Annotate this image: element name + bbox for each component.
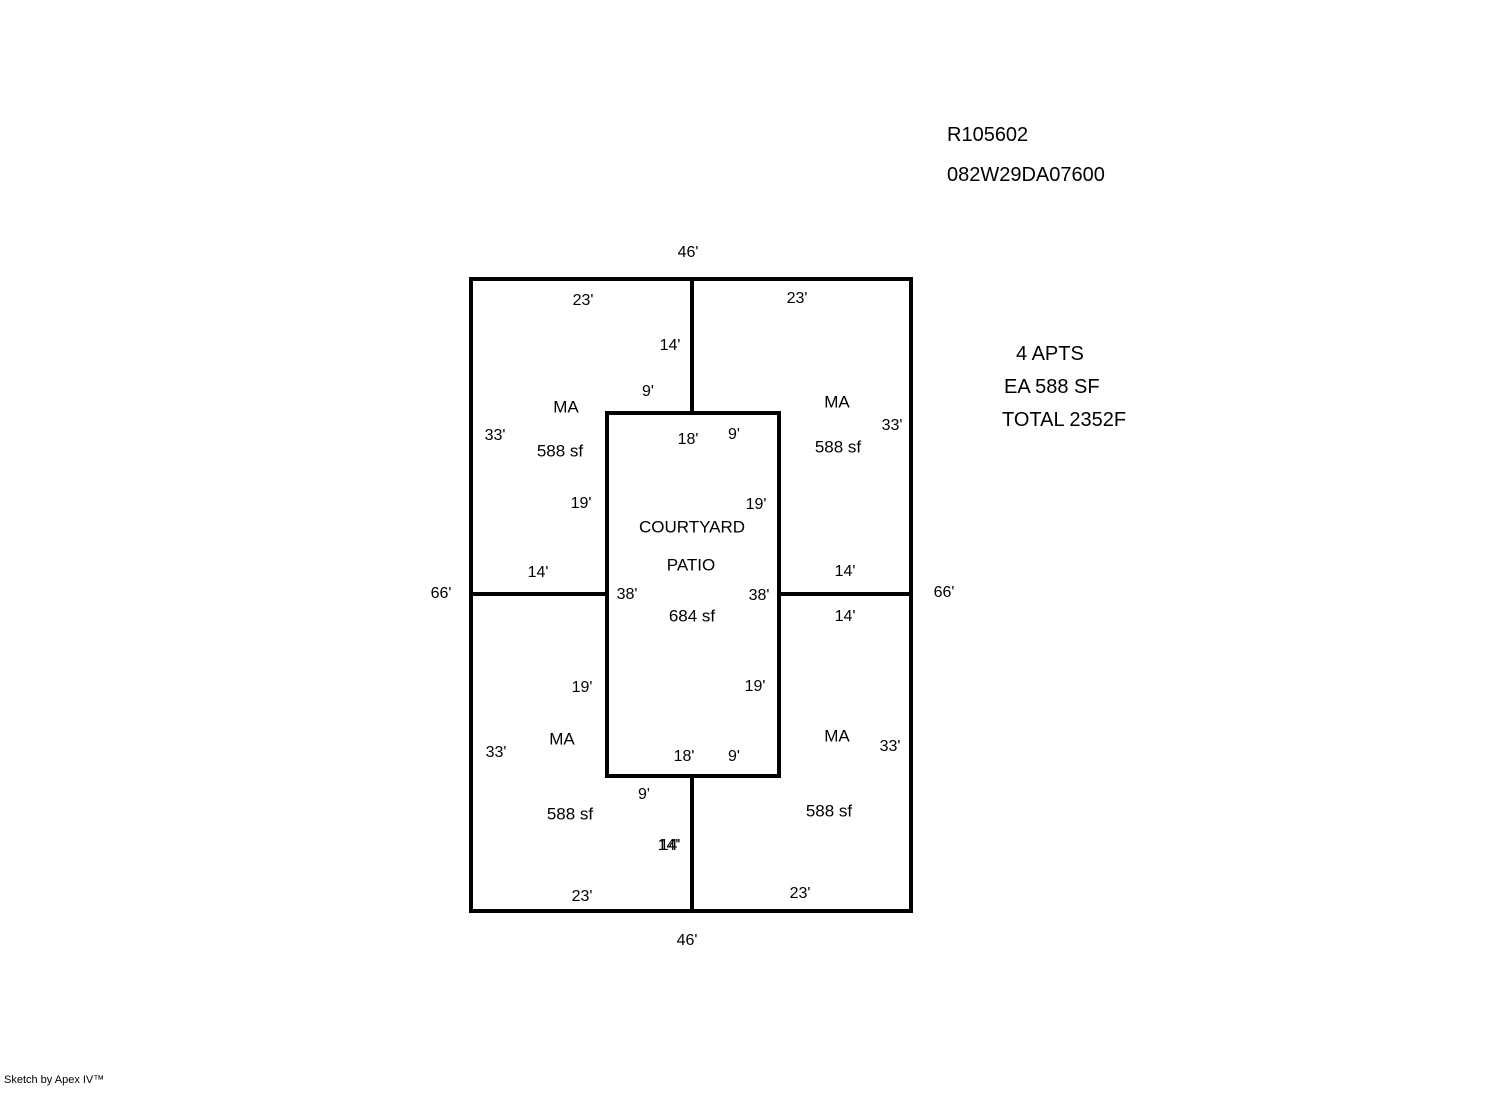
dim-courtyard-top-offset: 9' [642,383,654,400]
dim-bottom-divider: 14' [657,837,679,854]
dim-courtyard-upper-left: 19' [570,495,592,512]
unit1-name: MA [553,397,579,417]
courtyard-area: 684 sf [668,606,716,626]
unit3-name: MA [549,729,575,749]
dim-bottom-width: 46' [676,932,698,949]
dim-top-divider: 14' [659,337,681,354]
dim-right-divider-upper: 14' [834,563,856,580]
dim-courtyard-lower-right: 19' [744,678,766,695]
wall-bottom-divider [690,774,694,913]
dim-courtyard-top: 18' [677,431,699,448]
summary-each-area: EA 588 SF [1004,376,1100,398]
dim-bottom-left-half: 23' [571,888,593,905]
record-number: R105602 [947,124,1029,146]
dim-right-divider-lower: 14' [834,608,856,625]
wall-left-divider [469,592,609,596]
sketch-credit: Sketch by Apex IV™ [4,1074,105,1086]
dim-bottom-right-half: 23' [789,885,811,902]
unit2-area: 588 sf [814,437,862,457]
courtyard-name-line2: PATIO [666,555,716,575]
dim-courtyard-right: 38' [748,587,770,604]
dim-courtyard-bottom: 18' [673,748,695,765]
unit1-area: 588 sf [536,441,584,461]
unit3-area: 588 sf [546,804,594,824]
parcel-number: 082W29DA07600 [947,164,1105,186]
unit4-side-dim: 33' [879,738,901,755]
unit4-area: 588 sf [805,801,853,821]
dim-top-width: 46' [677,244,699,261]
courtyard-name-line1: COURTYARD [638,517,746,537]
summary-total-area: TOTAL 2352F [1002,409,1127,431]
dim-right-height: 66' [933,584,955,601]
wall-right-divider [777,592,913,596]
unit2-name: MA [824,392,850,412]
dim-courtyard-bottom-offset: 9' [638,786,650,803]
wall-top-divider [690,277,694,415]
unit3-side-dim: 33' [485,744,507,761]
dim-courtyard-lower-left: 19' [571,679,593,696]
unit4-name: MA [824,726,850,746]
dim-top-left-half: 23' [572,292,594,309]
dim-courtyard-bottom-part: 9' [728,748,740,765]
summary-apartments: 4 APTS [1016,343,1084,365]
dim-top-right-half: 23' [786,290,808,307]
dim-courtyard-top-part: 9' [728,426,740,443]
dim-courtyard-upper-right: 19' [745,496,767,513]
dim-left-height: 66' [430,585,452,602]
dim-left-divider: 14' [527,564,549,581]
dim-courtyard-left: 38' [616,586,638,603]
unit2-side-dim: 33' [881,417,903,434]
unit1-side-dim: 33' [484,427,506,444]
